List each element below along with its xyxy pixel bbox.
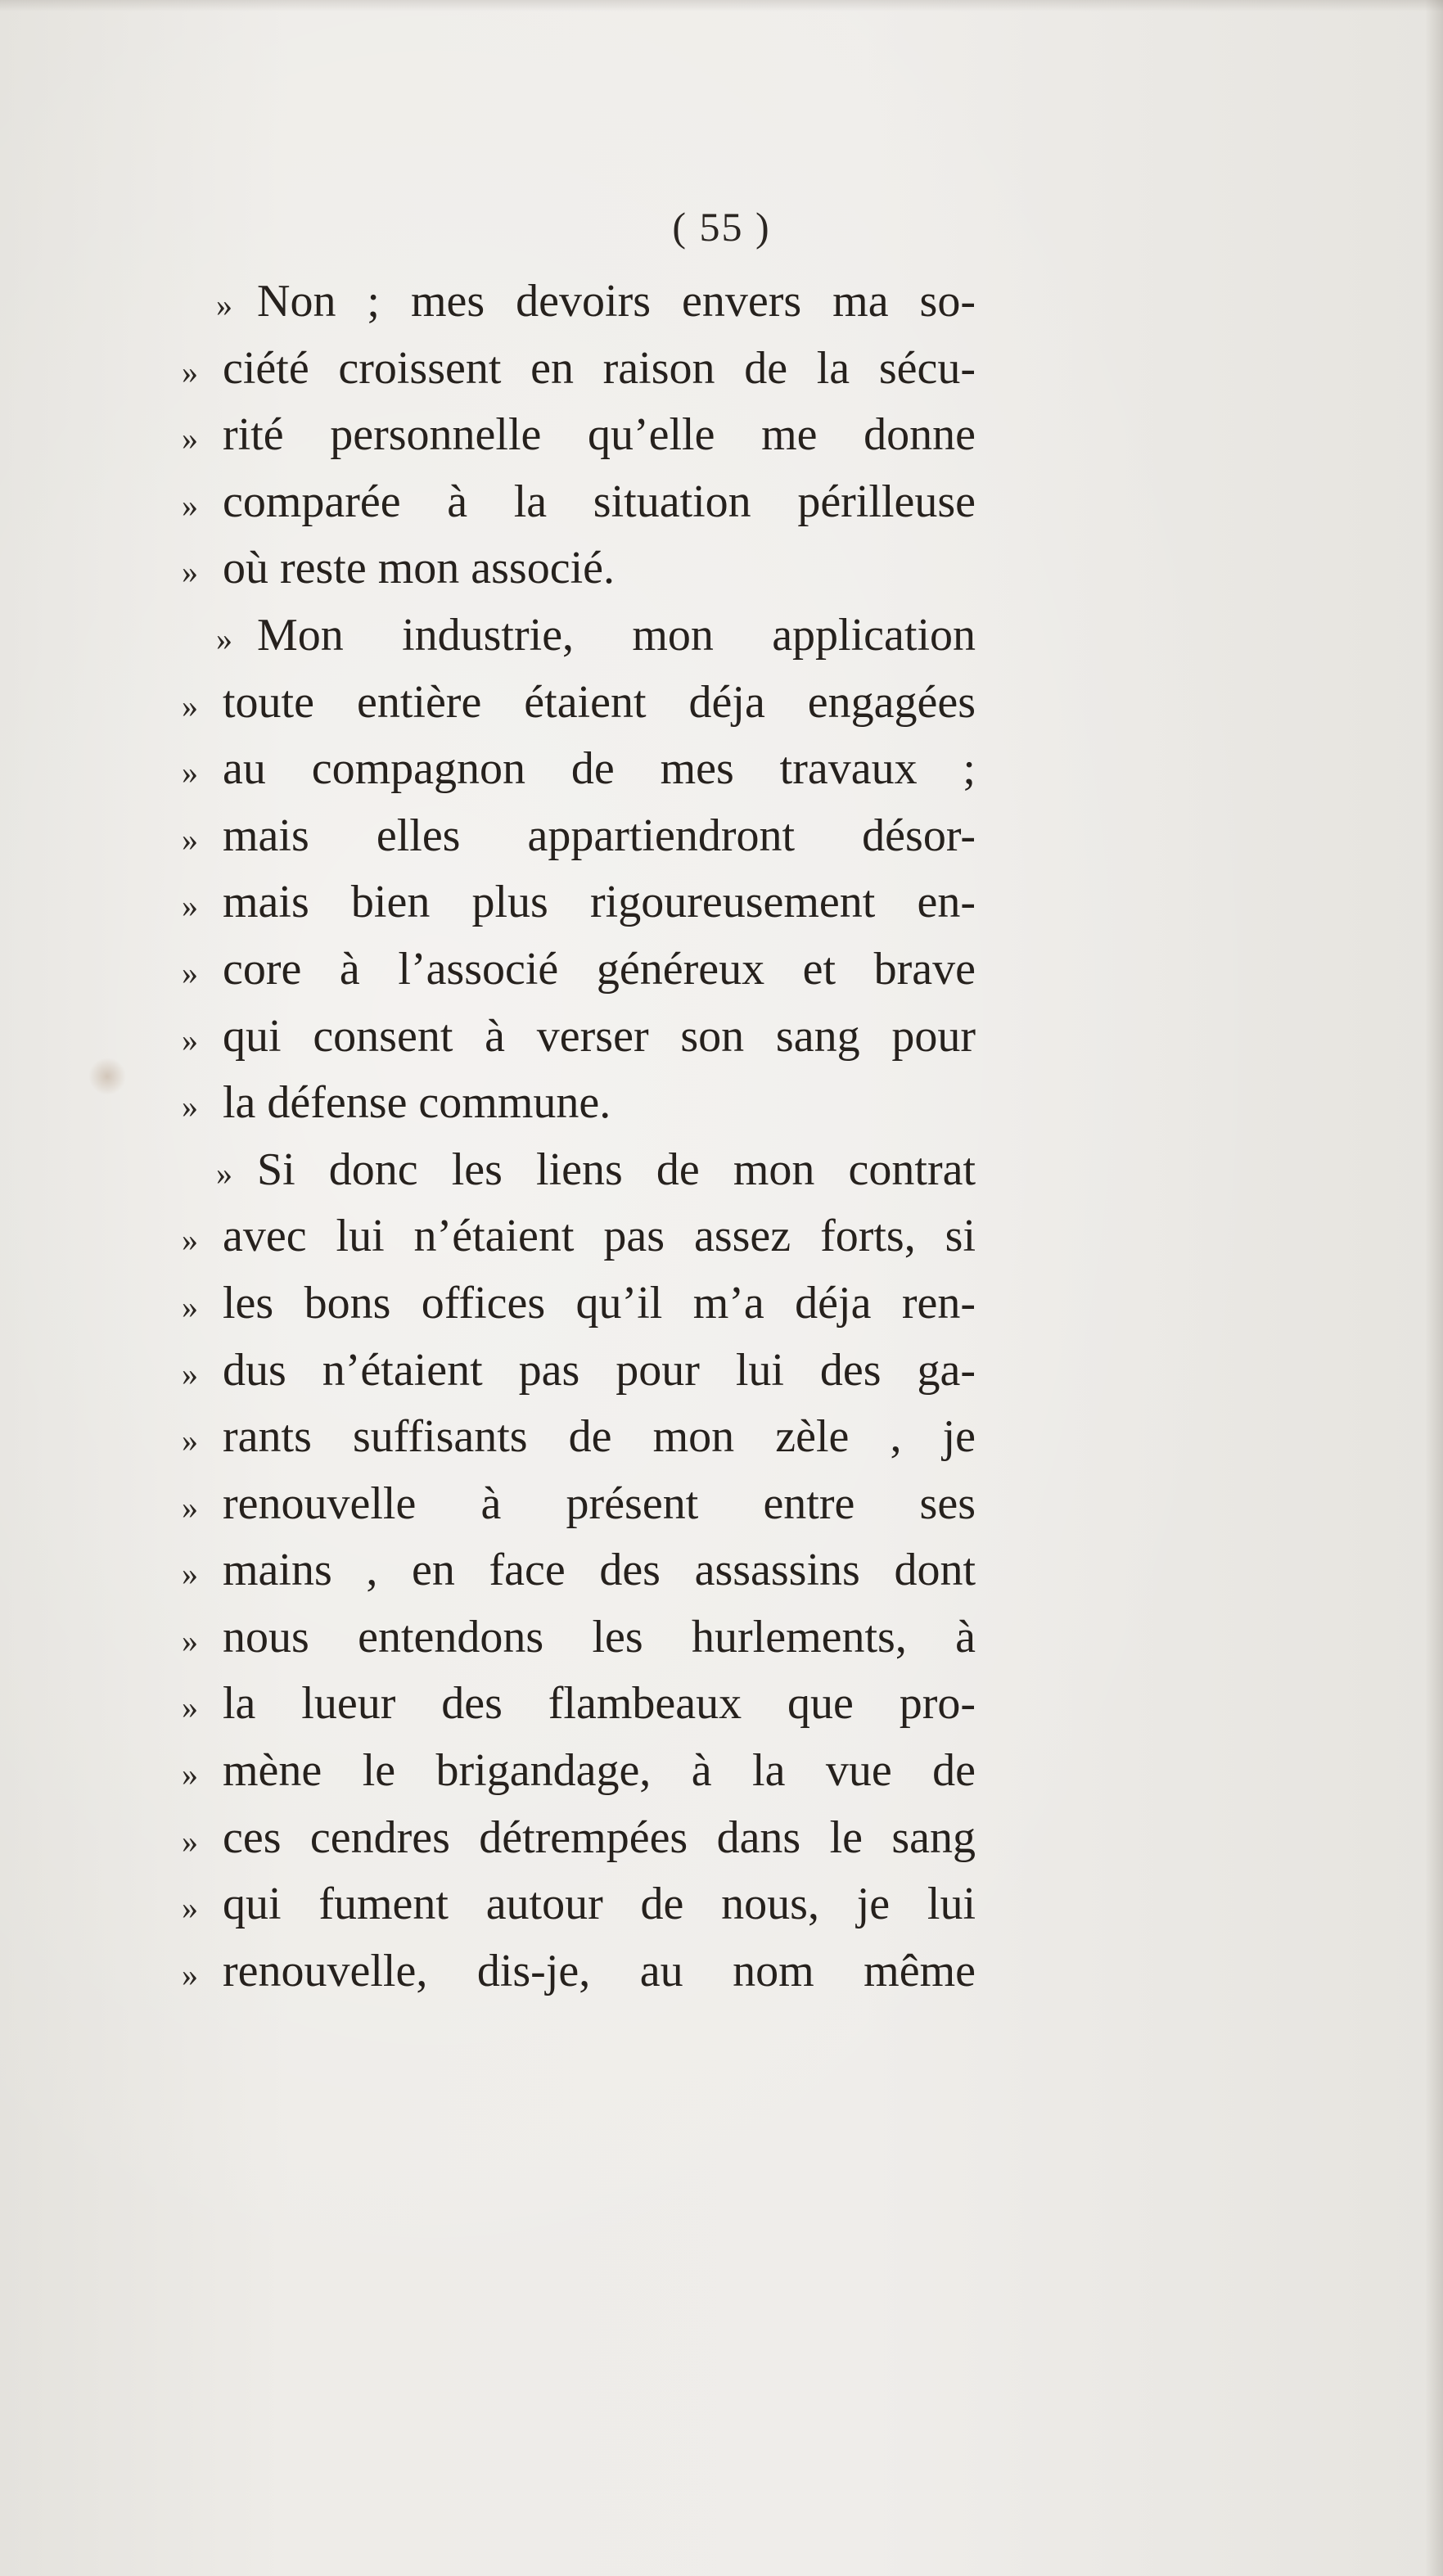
line-text: rants suffisants de mon zèle , je: [223, 1411, 976, 1463]
line-text: Si donc les liens de mon contrat: [257, 1144, 976, 1195]
quotation-mark: »: [182, 420, 198, 458]
quotation-mark: »: [216, 286, 232, 323]
line-text: dus n’étaient pas pour lui des ga-: [223, 1344, 976, 1396]
quotation-mark: »: [182, 1822, 198, 1860]
line-text: renouvelle à présent entre ses: [223, 1477, 976, 1529]
line-text: renouvelle, dis-je, au nom même: [223, 1945, 976, 1996]
text-line: [182, 1270, 976, 1338]
text-line: [182, 535, 976, 602]
text-line: [182, 1404, 976, 1471]
text-line: [182, 1805, 976, 1872]
line-text: qui fument autour de nous, je lui: [223, 1879, 976, 1930]
text-line: [182, 1471, 976, 1538]
quotation-mark: »: [182, 820, 198, 858]
line-text: au compagnon de mes travaux ;: [223, 743, 976, 795]
quotation-mark: »: [182, 1889, 198, 1927]
text-line: [182, 402, 976, 469]
quotation-mark: »: [182, 1021, 198, 1058]
text-line: [182, 268, 976, 336]
text-line: [182, 1871, 976, 1938]
page-top-edge: [0, 0, 1443, 11]
quotation-mark: »: [182, 687, 198, 724]
quotation-mark: »: [182, 1422, 198, 1459]
quotation-mark: »: [182, 1956, 198, 1993]
line-text: Non ; mes devoirs envers ma so-: [257, 276, 976, 327]
line-text: qui consent à verser son sang pour: [223, 1010, 976, 1062]
quotation-mark: »: [182, 887, 198, 925]
line-text: mains , en face des assassins dont: [223, 1545, 976, 1596]
text-line: [182, 936, 976, 1004]
line-text: la défense commune.: [223, 1077, 611, 1129]
text-line: [182, 803, 976, 870]
text-line: [182, 1738, 976, 1805]
quotation-mark: »: [216, 620, 232, 657]
quotation-mark: »: [182, 1756, 198, 1793]
text-line: [182, 1938, 976, 2005]
line-text: les bons offices qu’il m’a déja ren-: [223, 1277, 976, 1329]
quotation-mark: »: [182, 1088, 198, 1126]
line-text: rité personnelle qu’elle me donne: [223, 409, 976, 461]
text-line: [182, 1137, 976, 1204]
line-text: avec lui n’étaient pas assez forts, si: [223, 1211, 976, 1262]
quotation-mark: »: [182, 353, 198, 390]
text-line: [182, 1604, 976, 1671]
line-text: où reste mon associé.: [223, 543, 615, 594]
text-line: [182, 469, 976, 536]
line-text: comparée à la situation périlleuse: [223, 476, 976, 527]
line-text: mais bien plus rigoureusement en-: [223, 877, 976, 928]
text-line: [182, 670, 976, 737]
quotation-mark: »: [182, 1288, 198, 1325]
line-text: ces cendres détrempées dans le sang: [223, 1811, 976, 1863]
line-text: ciété croissent en raison de la sécu-: [223, 342, 976, 394]
text-line: [182, 602, 976, 670]
quotation-mark: »: [182, 754, 198, 792]
line-text: core à l’associé généreux et brave: [223, 943, 976, 995]
quotation-mark: »: [182, 1555, 198, 1593]
line-text: toute entière étaient déja engagées: [223, 676, 976, 728]
body-text: [182, 268, 976, 2005]
page-number: ( 55 ): [672, 204, 771, 250]
quotation-mark: »: [182, 1355, 198, 1392]
text-line: [182, 1004, 976, 1071]
text-line: [182, 1203, 976, 1270]
quotation-mark: »: [182, 954, 198, 991]
line-text: mais elles appartiendront désor-: [223, 810, 976, 861]
quotation-mark: »: [182, 486, 198, 524]
text-line: [182, 1338, 976, 1405]
text-line: [182, 736, 976, 803]
quotation-mark: »: [182, 553, 198, 591]
quotation-mark: »: [182, 1221, 198, 1259]
quotation-mark: »: [216, 1154, 232, 1192]
line-text: nous entendons les hurlements, à: [223, 1611, 976, 1662]
quotation-mark: »: [182, 1689, 198, 1726]
quotation-mark: »: [182, 1622, 198, 1659]
line-text: la lueur des flambeaux que pro-: [223, 1678, 976, 1730]
line-text: mène le brigandage, à la vue de: [223, 1745, 976, 1797]
text-line: [182, 1537, 976, 1604]
text-line: [182, 1070, 976, 1137]
paper-stain: [88, 1058, 126, 1095]
page-right-edge: [1425, 0, 1443, 2576]
text-line: [182, 1671, 976, 1738]
text-line: [182, 336, 976, 403]
quotation-mark: »: [182, 1488, 198, 1526]
text-line: [182, 869, 976, 936]
line-text: Mon industrie, mon application: [257, 609, 976, 661]
